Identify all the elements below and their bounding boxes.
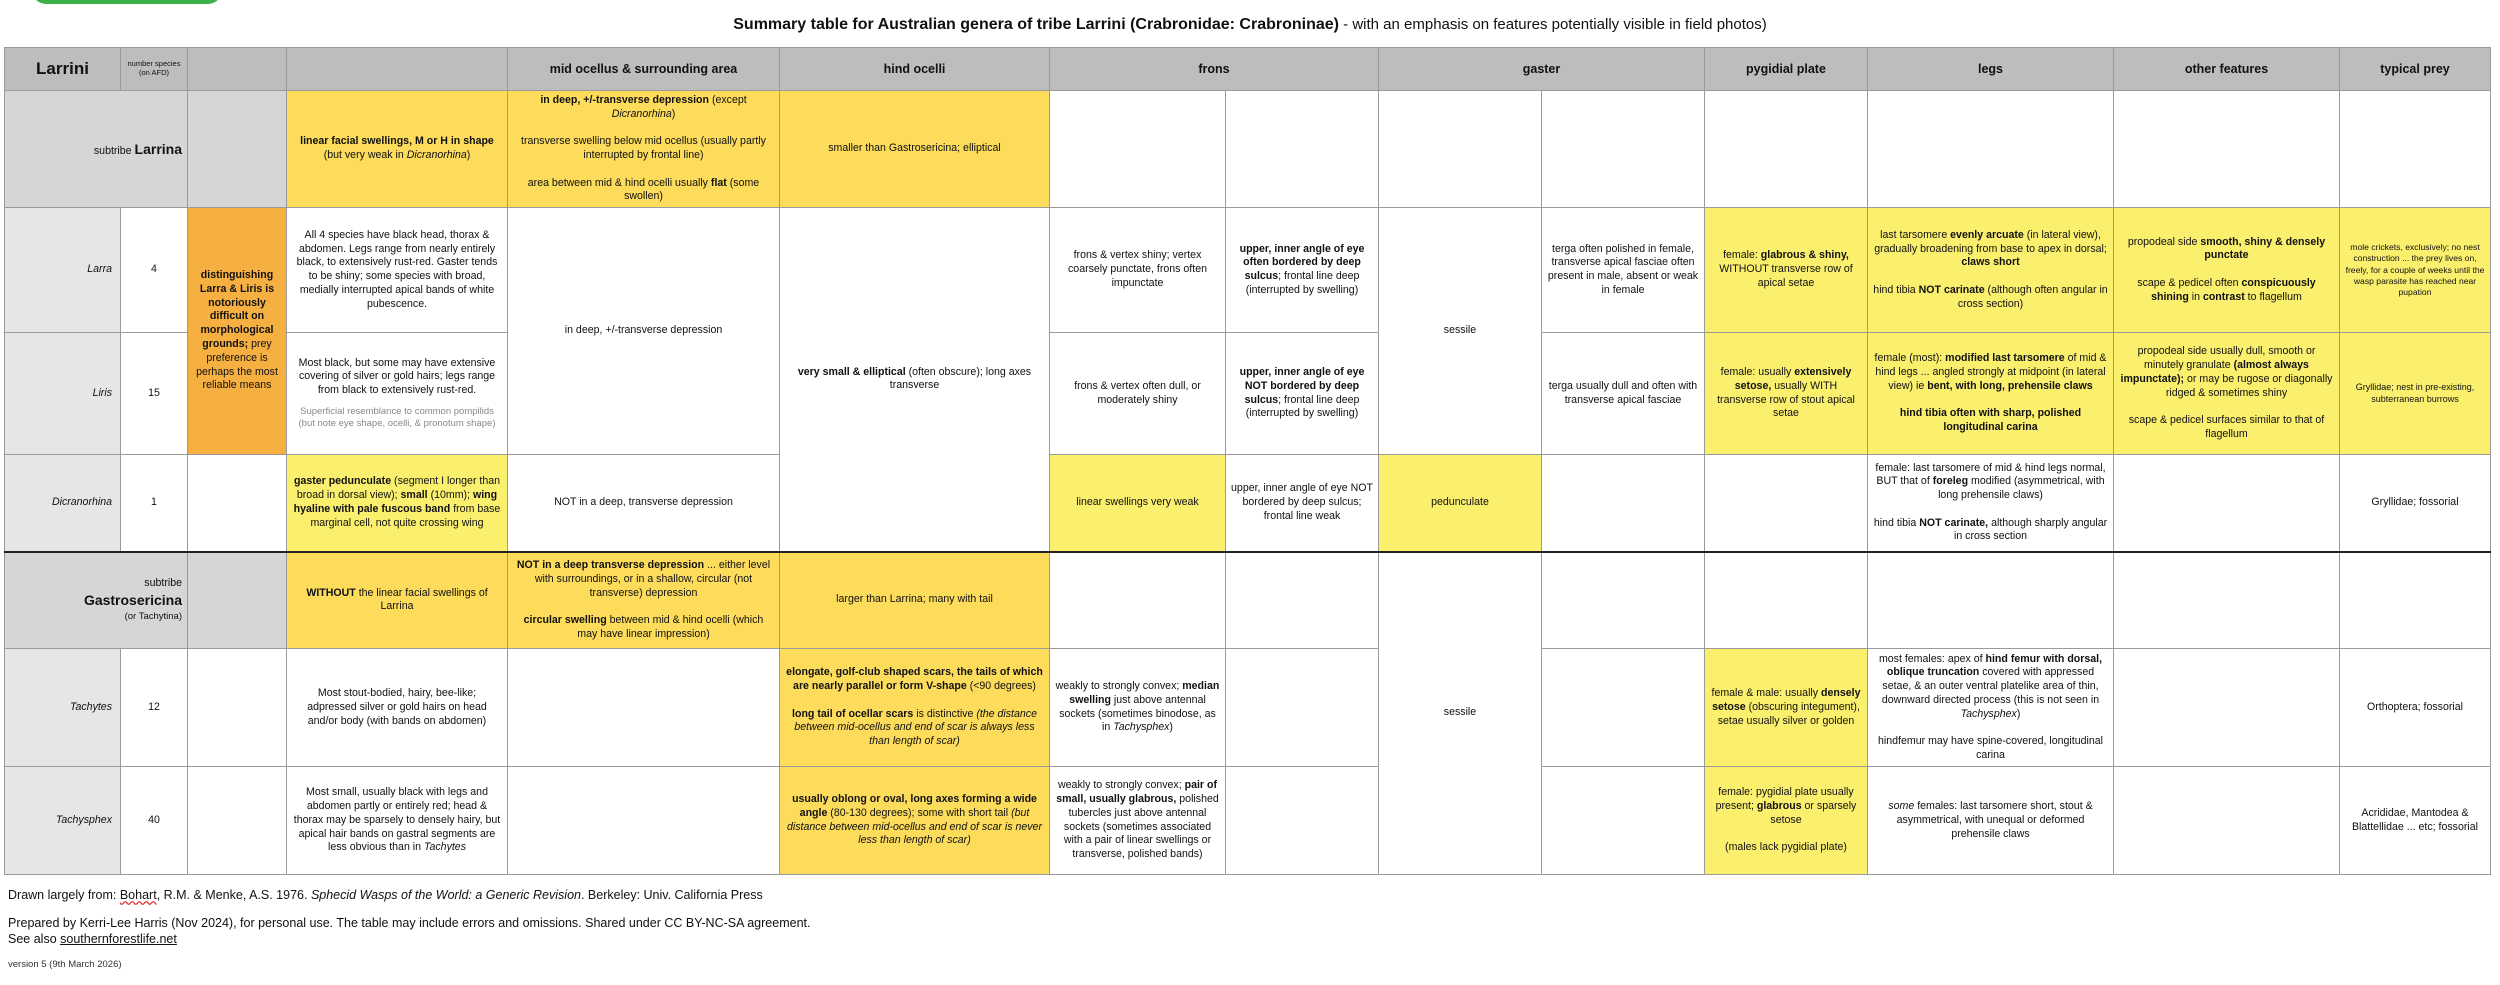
tachytes-frons-2 (1226, 649, 1379, 767)
liris-legs-1d: bent, with long, prehensile claws (1927, 379, 2093, 392)
summary-table (4, 47, 2491, 875)
larrina-prey (2340, 91, 2491, 208)
larrina-gaster-1 (1379, 91, 1542, 208)
dicranorhina-num: 1 (121, 455, 188, 552)
tachysphex-pyg-d: (males lack pygidial plate) (1725, 841, 1847, 854)
tachytes-pygidial (1705, 649, 1868, 767)
orange-note-b: prey preference is perhaps the most reliable means (196, 338, 278, 392)
tachysphex-pygidial (1705, 767, 1868, 875)
liris-eye-r: ; frontal line deep (interrupted by swelling) (1245, 393, 1360, 420)
larrina-pygidial (1705, 91, 1868, 208)
larrina-hind-ocelli: smaller than Gastrosericina; elliptical (780, 91, 1050, 208)
tachytes-hind-ocelli (780, 649, 1050, 767)
orange-note-a: distinguishing Larra & Liris is notoriously difficult on morphological grounds; (199, 269, 275, 350)
tachysphex-hind-b: (80-130 degrees); some with short tail (827, 806, 1012, 819)
footer-website-link[interactable]: southernforestlife.net (60, 932, 177, 946)
tachysphex-mid-ocellus (508, 767, 780, 875)
liris-other-1a: propodeal side usually dull, smooth or minutely granulate (2137, 345, 2316, 372)
tachytes-legs-1a: most females: apex of (1878, 652, 1986, 665)
header-frons: frons (1050, 48, 1379, 91)
larra-legs-1a: last tarsomere (1880, 228, 1951, 241)
footer (8, 887, 810, 973)
gastrosericina-other (2114, 552, 2340, 649)
tachysphex-desc-b: Tachytes (423, 841, 466, 854)
larrina-row (5, 91, 2491, 208)
larrina-frons-2 (1226, 91, 1379, 208)
larra-prey: mole crickets, exclusively; no nest construction ... the prey lives on, freely, for a couple of weeks until the wasp parasite has reached near pupation (2340, 208, 2491, 333)
tachysphex-legs-a: some (1888, 799, 1915, 812)
larrina-mid-1b: (except (709, 94, 747, 106)
larrina-gaster-2 (1542, 91, 1705, 208)
footer-line1-b: Bohart (119, 888, 157, 902)
gastrosericina-mid-ocellus (508, 552, 780, 649)
liris-other (2114, 333, 2340, 455)
tachytes-legs-1e: ) (2016, 707, 2021, 720)
dicranorhina-legs-1c: modified (asymmetrical, with long prehensile claws) (1938, 475, 2105, 502)
footer-line3-a: See also (8, 932, 61, 946)
gastrosericina-mid-2b: between mid & hind ocelli (which may have linear impression) (577, 614, 764, 640)
gastrosericina-alt: (or Tachytina) (124, 610, 182, 622)
larra-other-2a: scape & pedicel often (2137, 277, 2242, 289)
larrina-facial-b-i: Dicranorhina (406, 149, 467, 162)
dicranorhina-gaster-2 (1542, 455, 1705, 552)
gastrosericina-pygidial (1705, 552, 1868, 649)
footer-source (8, 887, 810, 903)
larra-liris-dicranorhina-hind-ocelli (780, 208, 1050, 552)
dicranorhina-blank (188, 455, 287, 552)
dicranorhina-legs (1868, 455, 2114, 552)
larra-name: Larra (5, 208, 121, 333)
larra-other-1b: smooth, shiny & densely punctate (2200, 235, 2326, 262)
header-larrini: Larrini (5, 48, 121, 91)
dicranorhina-frons: linear swellings very weak (1050, 455, 1226, 552)
larrina-mid-3a: area between mid & hind ocelli usually (527, 176, 711, 189)
liris-legs-1a: female (most): (1874, 352, 1946, 365)
green-tab (32, 0, 222, 4)
liris-pygidial (1705, 333, 1868, 455)
tachysphex-frons-2 (1226, 767, 1379, 875)
larra-legs-1b: evenly arcuate (1950, 228, 2024, 241)
tachysphex-prey: Acrididae, Mantodea & Blattellidae ... etc; fossorial (2340, 767, 2491, 875)
larrina-subtribe-cell (5, 91, 188, 208)
tachysphex-pyg-c: or sparsely setose (1770, 799, 1857, 826)
larra-gaster-terga: terga often polished in female, transverse apical fasciae often present in male, absent or weak in female (1542, 208, 1705, 333)
larra-eye-r: ; frontal line deep (interrupted by swelling) (1245, 270, 1360, 296)
liris-eye-b: upper, inner angle of eye NOT bordered by deep sulcus (1239, 366, 1365, 406)
larrina-facial-b-c: ) (466, 149, 471, 162)
liris-legs-2: hind tibia often with sharp, polished longitudinal carina (1899, 407, 2082, 434)
dicranorhina-description (287, 455, 508, 552)
tachytes-other (2114, 649, 2340, 767)
dicranorhina-row (5, 455, 2491, 552)
larra-legs-2c: (although often angular in cross section) (1957, 283, 2108, 310)
header-blank-1 (188, 48, 287, 91)
tachysphex-other (2114, 767, 2340, 875)
larrina-facial (287, 91, 508, 208)
tachytes-pyg-b: densely setose (1712, 686, 1861, 713)
larrina-blank (188, 91, 287, 208)
gastrosericina-facial-b: the linear facial swellings of Larrina (355, 586, 488, 613)
gastrosericina-row (5, 552, 2491, 649)
larrina-legs (1868, 91, 2114, 208)
liris-prey: Gryllidae; nest in pre-existing, subterranean burrows (2340, 333, 2491, 455)
liris-pyg-b: extensively setose, (1734, 366, 1852, 392)
dicranorhina-gaster: pedunculate (1379, 455, 1542, 552)
gastrosericina-subtribe-label: subtribe (144, 577, 182, 590)
tachytes-legs-1b: hind femur with dorsal, oblique truncation (1886, 652, 2103, 679)
liris-pyg-c: usually WITH transverse row of stout apical setae (1717, 379, 1855, 420)
tachytes-frons-e: ) (1169, 721, 1173, 734)
larrina-mid-ocellus (508, 91, 780, 208)
title-suffix: - with an emphasis on features potentially visible in field photos) (1339, 16, 1767, 33)
footer-line1-d: Sphecid Wasps of the World: a Generic Revision (310, 888, 581, 902)
larra-legs (1868, 208, 2114, 333)
liris-desc: Most black, but some may have extensive covering of silver or gold hairs; legs range from black to extensively rust-red. (298, 356, 496, 397)
liris-other-1b: (almost always impunctate); (2120, 359, 2309, 385)
liris-legs-1c: of mid & hind legs ... angled strongly at midpoint (in lateral view) ie (1875, 352, 2107, 392)
gastrosericina-gaster-sessile: sessile (1379, 552, 1542, 875)
tachytes-pyg-c: (obscuring integument), setae usually silver or golden (1717, 700, 1860, 727)
larra-other-2b: conspicuously shining (2151, 277, 2316, 303)
header-gaster: gaster (1379, 48, 1705, 91)
header-prey: typical prey (2340, 48, 2491, 91)
larrina-facial-a: linear facial swellings, M or H in shape (300, 135, 494, 148)
liris-hind-b: (often obscure); long axes transverse (889, 365, 1032, 392)
dicranorhina-desc-e: wing hyaline with pale fuscous band (293, 489, 498, 515)
tachysphex-desc-a: Most small, usually black with legs and abdomen partly or entirely red; head & thorax may be sparsely to densely hairy, but apical hair bands on gastral segments are less obvious than in (293, 786, 501, 854)
larrina-mid-2: transverse swelling below mid ocellus (usually partly interrupted by frontal line) (521, 135, 766, 162)
header-pygidial: pygidial plate (1705, 48, 1868, 91)
tachysphex-num: 40 (121, 767, 188, 875)
tachysphex-hind-c: (but distance between mid-ocellus and end of scar is never less than length of scar) (787, 806, 1042, 847)
tachytes-hind-2a: long tail of ocellar scars (792, 707, 914, 720)
liris-description (287, 333, 508, 455)
larra-other (2114, 208, 2340, 333)
liris-frons: frons & vertex often dull, or moderately shiny (1050, 333, 1226, 455)
liris-note: Superficial resemblance to common pompilids (but note eye shape, ocelli, & pronotum shape) (298, 405, 496, 430)
tachytes-frons-c: just above antennal sockets (sometimes binodose, as in (1059, 693, 1216, 734)
liris-legs-1b: modified last tarsomere (1945, 352, 2065, 365)
larra-eye-b: upper, inner angle of eye often bordered by deep sulcus (1239, 242, 1365, 283)
tachytes-frons-a: weakly to strongly convex; (1055, 680, 1183, 693)
larra-other-2e: to flagellum (2244, 290, 2302, 303)
larrina-mid-1a: in deep, +/-transverse depression (540, 94, 709, 106)
tachysphex-frons-c: polished tubercles just above antennal sockets (sometimes associated with a pair of linear swellings or transverse, polished bands) (1063, 793, 1219, 861)
larrina-subtribe-label: subtribe (93, 144, 132, 157)
larra-other-2c: in (2188, 290, 2203, 303)
gastrosericina-mid-1a: NOT in a deep transverse depression (516, 559, 705, 572)
tachysphex-gaster-2 (1542, 767, 1705, 875)
gastrosericina-name: Gastrosericina (83, 591, 182, 608)
footer-version: version 5 (9th March 2026) (8, 959, 122, 970)
tachytes-hind-1b: (<90 degrees) (966, 680, 1036, 693)
tachysphex-pyg-b: glabrous (1756, 799, 1802, 812)
tachytes-legs-1d: Tachysphex (1960, 707, 2017, 720)
tachytes-name: Tachytes (5, 649, 121, 767)
tachytes-pyg-a: female & male: usually (1711, 686, 1822, 699)
tachytes-num: 12 (121, 649, 188, 767)
gastrosericina-hind-ocelli: larger than Larrina; many with tail (780, 552, 1050, 649)
header-mid-ocellus: mid ocellus & surrounding area (508, 48, 780, 91)
tachytes-hind-1a: elongate, golf-club shaped scars, the tails of which are nearly parallel or form V-shape (786, 666, 1043, 693)
liris-name: Liris (5, 333, 121, 455)
tachysphex-row (5, 767, 2491, 875)
larrina-other (2114, 91, 2340, 208)
larra-pyg-c: WITHOUT transverse row of apical setae (1719, 263, 1853, 289)
larra-description: All 4 species have black head, thorax & abdomen. Legs range from nearly entirely black, to extensively rust-red. Gaster tends to be shiny; some species with broad, medially interrupted apical bands of white pubescence. (287, 208, 508, 333)
header-other: other features (2114, 48, 2340, 91)
gastrosericina-facial (287, 552, 508, 649)
dicranorhina-desc-f: from base marginal cell, not quite crossing wing (310, 502, 501, 529)
tachysphex-legs (1868, 767, 2114, 875)
liris-other-2: scape & pedicel surfaces similar to that of flagellum (2128, 414, 2325, 441)
header-blank-2 (287, 48, 508, 91)
footer-line1-a: Drawn largely from: (8, 888, 120, 902)
gastrosericina-gaster-2 (1542, 552, 1705, 649)
tachysphex-hind-ocelli (780, 767, 1050, 875)
footer-line1-e: . Berkeley: Univ. California Press (580, 888, 763, 902)
dicranorhina-other (2114, 455, 2340, 552)
tachysphex-pyg-a: female: pygidial plate usually present; (1715, 786, 1854, 812)
larrina-facial-b: (but very weak in (323, 149, 407, 162)
tachytes-description: Most stout-bodied, hairy, bee-like; adpressed silver or gold hairs on head and/or body (with bands on abdomen) (287, 649, 508, 767)
dicranorhina-desc-b: (segment I longer than broad in dorsal view); (296, 475, 501, 502)
tachysphex-legs-b: females: last tarsomere short, stout & asymmetrical, with unequal or deformed prehensile claws (1896, 799, 2093, 840)
tachytes-frons-d: Tachysphex (1113, 721, 1170, 734)
tachytes-row (5, 649, 2491, 767)
gastrosericina-mid-1b: ... either level with surroundings, or in a shallow, circular (not transverse) depression (534, 559, 771, 599)
tachytes-frons (1050, 649, 1226, 767)
larrina-mid-1c: ) (671, 107, 676, 120)
gastrosericina-prey (2340, 552, 2491, 649)
dicranorhina-mid-ocellus: NOT in a deep, transverse depression (508, 455, 780, 552)
dicranorhina-eye: upper, inner angle of eye NOT bordered by deep sulcus; frontal line weak (1226, 455, 1379, 552)
dicranorhina-legs-2a: hind tibia (1873, 516, 1920, 529)
tachysphex-blank (188, 767, 287, 875)
larra-legs-2a: hind tibia (1873, 283, 1919, 296)
tachytes-hind-2c: (the distance between mid-ocellus and end of scar is always less than length of scar) (794, 707, 1037, 748)
gastrosericina-subtribe-cell (5, 552, 188, 649)
tachysphex-frons-a: weakly to strongly convex; (1058, 779, 1185, 792)
liris-eye (1226, 333, 1379, 455)
gastrosericina-facial-a: WITHOUT (306, 586, 356, 599)
tachysphex-description (287, 767, 508, 875)
larra-pyg-a: female: (1723, 249, 1761, 262)
tachysphex-frons-b: pair of small, usually glabrous, (1056, 779, 1217, 806)
larra-legs-1d: claws short (1961, 256, 2020, 269)
dicranorhina-desc-d: (10mm); (427, 489, 473, 502)
gastrosericina-frons-1 (1050, 552, 1226, 649)
larra-pyg-b: glabrous & shiny, (1760, 249, 1849, 262)
dicranorhina-legs-2c: although sharply angular in cross section (1953, 516, 2108, 543)
tachytes-blank (188, 649, 287, 767)
tachytes-legs (1868, 649, 2114, 767)
header-hind-ocelli: hind ocelli (780, 48, 1050, 91)
larra-legs-1c: (in lateral view), gradually broadening from base to apex in dorsal; (1874, 228, 2107, 255)
dicranorhina-desc-c: small (400, 489, 428, 502)
larrina-name: Larrina (134, 140, 182, 157)
liris-row (5, 333, 2491, 455)
larrina-mid-1i: Dicranorhina (611, 107, 672, 120)
larra-liris-mid-ocellus: in deep, +/-transverse depression (508, 208, 780, 455)
dicranorhina-legs-1b: foreleg (1932, 475, 1969, 488)
dicranorhina-prey: Gryllidae; fossorial (2340, 455, 2491, 552)
larra-other-2d: contrast (2202, 290, 2245, 303)
larra-legs-2b: NOT carinate (1918, 283, 1985, 296)
tachytes-legs-1c: covered with appressed setae, & an outer ventral platelike area of thin, downward directed process (this is not seen in (1881, 666, 2100, 706)
dicranorhina-legs-1a: female: last tarsomere of mid & hind legs normal, BUT that of (1875, 461, 2106, 488)
gastrosericina-frons-2 (1226, 552, 1379, 649)
footer-see-also (8, 931, 810, 947)
larrina-mid-3c: (some swollen) (624, 176, 760, 203)
title-main: Summary table for Australian genera of tribe Larrini (Crabronidae: Crabroninae) (733, 16, 1339, 33)
tachysphex-hind-a: usually oblong or oval, long axes forming a wide angle (792, 793, 1037, 819)
gastrosericina-legs (1868, 552, 2114, 649)
header-legs: legs (1868, 48, 2114, 91)
footer-line1-c: , R.M. & Menke, A.S. 1976. (156, 888, 311, 902)
tachytes-hind-2b: is distinctive (913, 707, 977, 720)
gastrosericina-blank (188, 552, 287, 649)
larra-other-1a: propodeal side (2127, 235, 2201, 248)
dicranorhina-pygidial (1705, 455, 1868, 552)
gastrosericina-mid-2a: circular swelling (523, 614, 607, 627)
tachytes-prey: Orthoptera; fossorial (2340, 649, 2491, 767)
liris-num: 15 (121, 333, 188, 455)
tachysphex-name: Tachysphex (5, 767, 121, 875)
dicranorhina-desc-a: gaster pedunculate (293, 475, 392, 488)
header-row (5, 48, 2491, 91)
larra-liris-gaster-sessile: sessile (1379, 208, 1542, 455)
liris-other-1c: or may be rugose or diagonally ridged & sometimes shiny (2165, 372, 2333, 399)
tachytes-legs-2: hindfemur may have spine-covered, longitudinal carina (1878, 735, 2103, 761)
liris-gaster-terga: terga usually dull and often with transverse apical fasciae (1542, 333, 1705, 455)
larrina-frons-1 (1050, 91, 1226, 208)
larra-eye (1226, 208, 1379, 333)
larra-row (5, 208, 2491, 333)
dicranorhina-legs-2b: NOT carinate, (1919, 516, 1989, 529)
header-number-species: number species (on AFD) (121, 48, 188, 91)
liris-pyg-a: female: usually (1720, 366, 1795, 379)
liris-legs (1868, 333, 2114, 455)
footer-credit: Prepared by Kerri-Lee Harris (Nov 2024), for personal use. The table may include errors and omissions. Shared under CC BY-NC-SA agreement. (8, 916, 811, 930)
tachysphex-frons (1050, 767, 1226, 875)
tachytes-gaster-2 (1542, 649, 1705, 767)
tachytes-mid-ocellus (508, 649, 780, 767)
liris-hind-a: very small & elliptical (797, 365, 906, 378)
page-title (0, 16, 2500, 34)
larra-frons: frons & vertex shiny; vertex coarsely punctate, frons often impunctate (1050, 208, 1226, 333)
larrina-mid-3b: flat (710, 176, 727, 189)
dicranorhina-name: Dicranorhina (5, 455, 121, 552)
larra-num: 4 (121, 208, 188, 333)
larra-pygidial (1705, 208, 1868, 333)
larra-liris-orange-note (188, 208, 287, 455)
tachytes-frons-b: median swelling (1069, 680, 1220, 706)
